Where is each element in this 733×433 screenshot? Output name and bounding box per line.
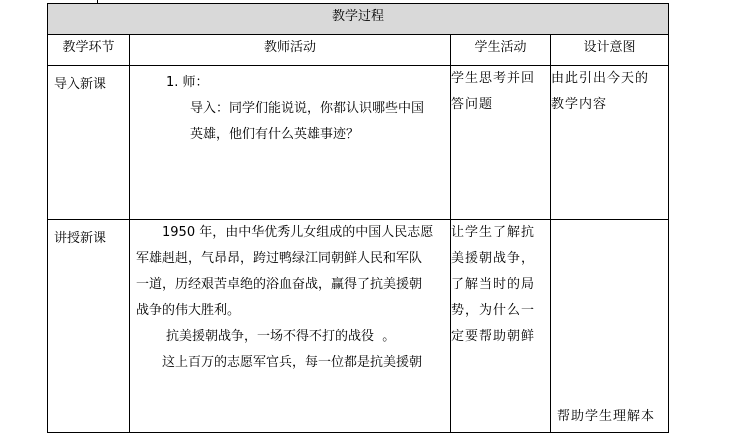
- table-row: [48, 66, 669, 220]
- student-cell: [451, 66, 551, 220]
- header-student: 学生活动: [451, 35, 551, 66]
- teaching-process-table: [47, 3, 669, 433]
- student-line: 势，为什么一: [451, 303, 536, 318]
- teacher-paragraph-line: 战争的伟大胜利。: [136, 303, 241, 318]
- student-line: 了解当时的局: [451, 277, 536, 292]
- student-cell: [451, 220, 551, 433]
- header-teacher: 教师活动: [130, 35, 451, 66]
- teacher-line: 这上百万的志愿军官兵，每一位都是抗美援朝: [162, 355, 423, 370]
- design-cell: [551, 220, 669, 433]
- stage-label: 讲授新课: [54, 231, 107, 246]
- teacher-line: 抗美援朝战争，一场不得不打的战役 。: [166, 329, 396, 344]
- design-line: 教学内容: [551, 97, 608, 112]
- teacher-paragraph-line: 一道，历经艰苦卓绝的浴血奋战，赢得了抗美援朝: [136, 277, 423, 292]
- stage-cell: [48, 220, 130, 433]
- design-line: 帮助学生理解本: [557, 409, 656, 424]
- stage-label: 导入新课: [54, 77, 107, 92]
- teacher-line: 英雄，他们有什么英雄事迹？: [190, 127, 360, 142]
- student-line: 美援朝战争，: [451, 251, 536, 266]
- table-title-row: [48, 4, 669, 35]
- header-row: [48, 35, 669, 66]
- teacher-item-number: 1. 师：: [166, 75, 209, 90]
- header-stage: 教学环节: [48, 35, 130, 66]
- teacher-paragraph-line: 军雄赳赳，气昂昂，跨过鸭绿江同朝鲜人民和军队: [136, 251, 423, 266]
- table-title: 教学过程: [48, 4, 669, 35]
- design-cell: [551, 66, 669, 220]
- teacher-line: 导入：同学们能说说，你都认识哪些中国: [190, 101, 425, 116]
- table-row: [48, 220, 669, 433]
- design-line: 由此引出今天的: [551, 71, 650, 86]
- teacher-cell: [130, 66, 451, 220]
- header-design: 设计意图: [551, 35, 669, 66]
- student-line: 学生思考并回: [451, 71, 536, 86]
- teacher-cell: [130, 220, 451, 433]
- student-line: 答问题: [451, 97, 494, 112]
- teacher-paragraph-line: 1950 年，由中华优秀儿女组成的中国人民志愿: [162, 225, 434, 240]
- student-line: 定要帮助朝鲜: [451, 329, 536, 344]
- student-line: 让学生了解抗: [451, 225, 536, 240]
- stage-cell: [48, 66, 130, 220]
